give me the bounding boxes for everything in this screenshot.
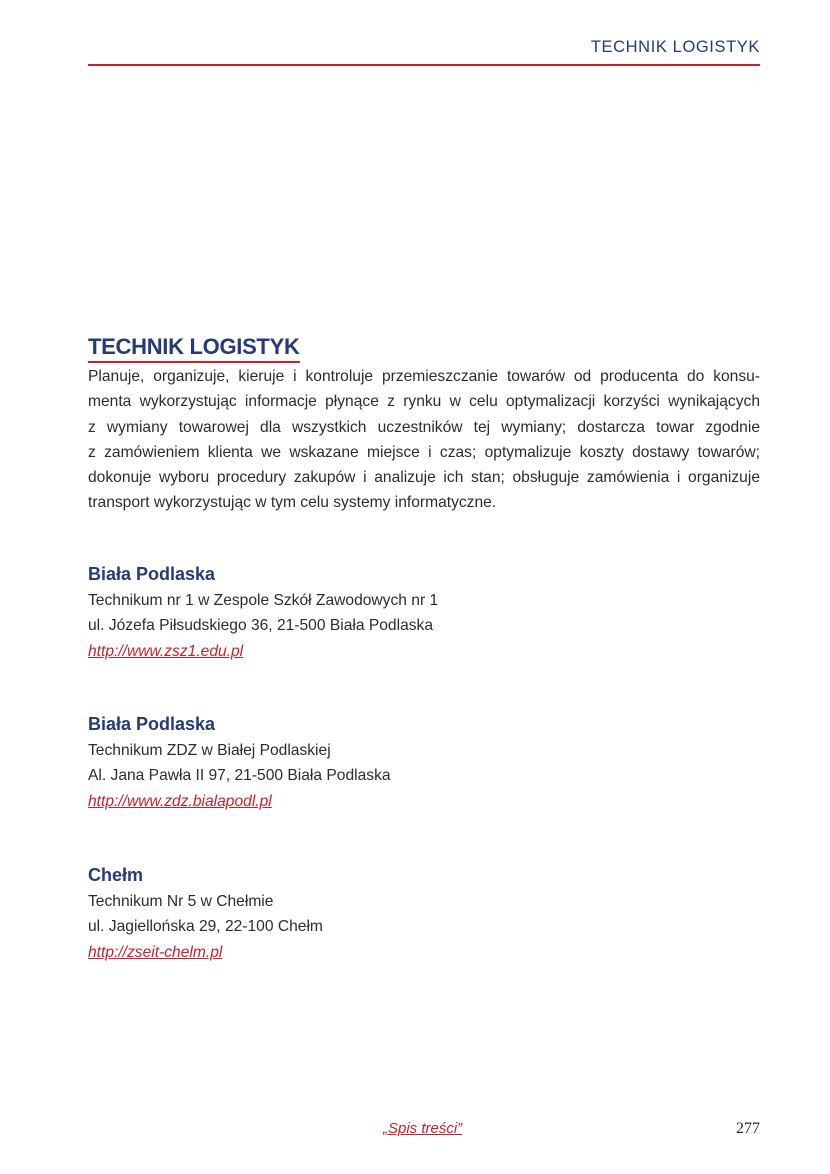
- school-city: Biała Podlaska: [88, 714, 216, 734]
- description-line: dokonuje wyboru procedury zakupów i analizuje ich stan; obsługuje zamówienia i organizuje: [88, 469, 760, 487]
- school-link[interactable]: http://zseit-chelm.pl: [88, 943, 223, 961]
- school-address: ul. Józefa Piłsudskiego 36, 21-500 Biała Podlaska: [88, 617, 434, 634]
- page-number: 277: [736, 1120, 760, 1137]
- running-header: TECHNIK LOGISTYK: [590, 38, 760, 56]
- school-address: Al. Jana Pawła II 97, 21-500 Biała Podlaska: [88, 767, 391, 784]
- table-of-contents-link[interactable]: „Spis treści”: [383, 1120, 463, 1137]
- school-name: Technikum ZDZ w Białej Podlaskiej: [88, 741, 331, 759]
- school-address: ul. Jagiellońska 29, 22-100 Chełm: [88, 918, 323, 935]
- section-description: [88, 364, 760, 516]
- school-link[interactable]: http://www.zsz1.edu.pl: [88, 642, 244, 660]
- school-city: Biała Podlaska: [88, 564, 216, 584]
- section-title: TECHNIK LOGISTYK: [88, 334, 300, 363]
- school-entry: [88, 863, 760, 965]
- school-name: Technikum Nr 5 w Chełmie: [88, 892, 274, 910]
- school-city: Chełm: [88, 865, 144, 885]
- description-line: transport wykorzystując w tym celu systemy informatyczne.: [88, 494, 497, 512]
- description-line: z zamówieniem klienta we wskazane miejsce i czas; optymalizuje koszty dostawy towarów;: [88, 443, 760, 461]
- description-line: menta wykorzystując informacje płynące z rynku w celu optymalizacji korzyści wynikających: [88, 393, 760, 411]
- school-name: Technikum nr 1 w Zespole Szkół Zawodowych nr 1: [88, 591, 439, 609]
- header-rule: [88, 64, 760, 66]
- description-line: Planuje, organizuje, kieruje i kontroluje przemieszczanie towarów od producenta do konsu-: [88, 368, 760, 385]
- description-line: z wymiany towarowej dla wszystkich uczestników tej wymiany; dostarcza towar zgodnie: [88, 418, 760, 436]
- school-link[interactable]: http://www.zdz.bialapodl.pl: [88, 792, 272, 810]
- school-entry: [88, 562, 760, 664]
- school-entry: [88, 712, 760, 814]
